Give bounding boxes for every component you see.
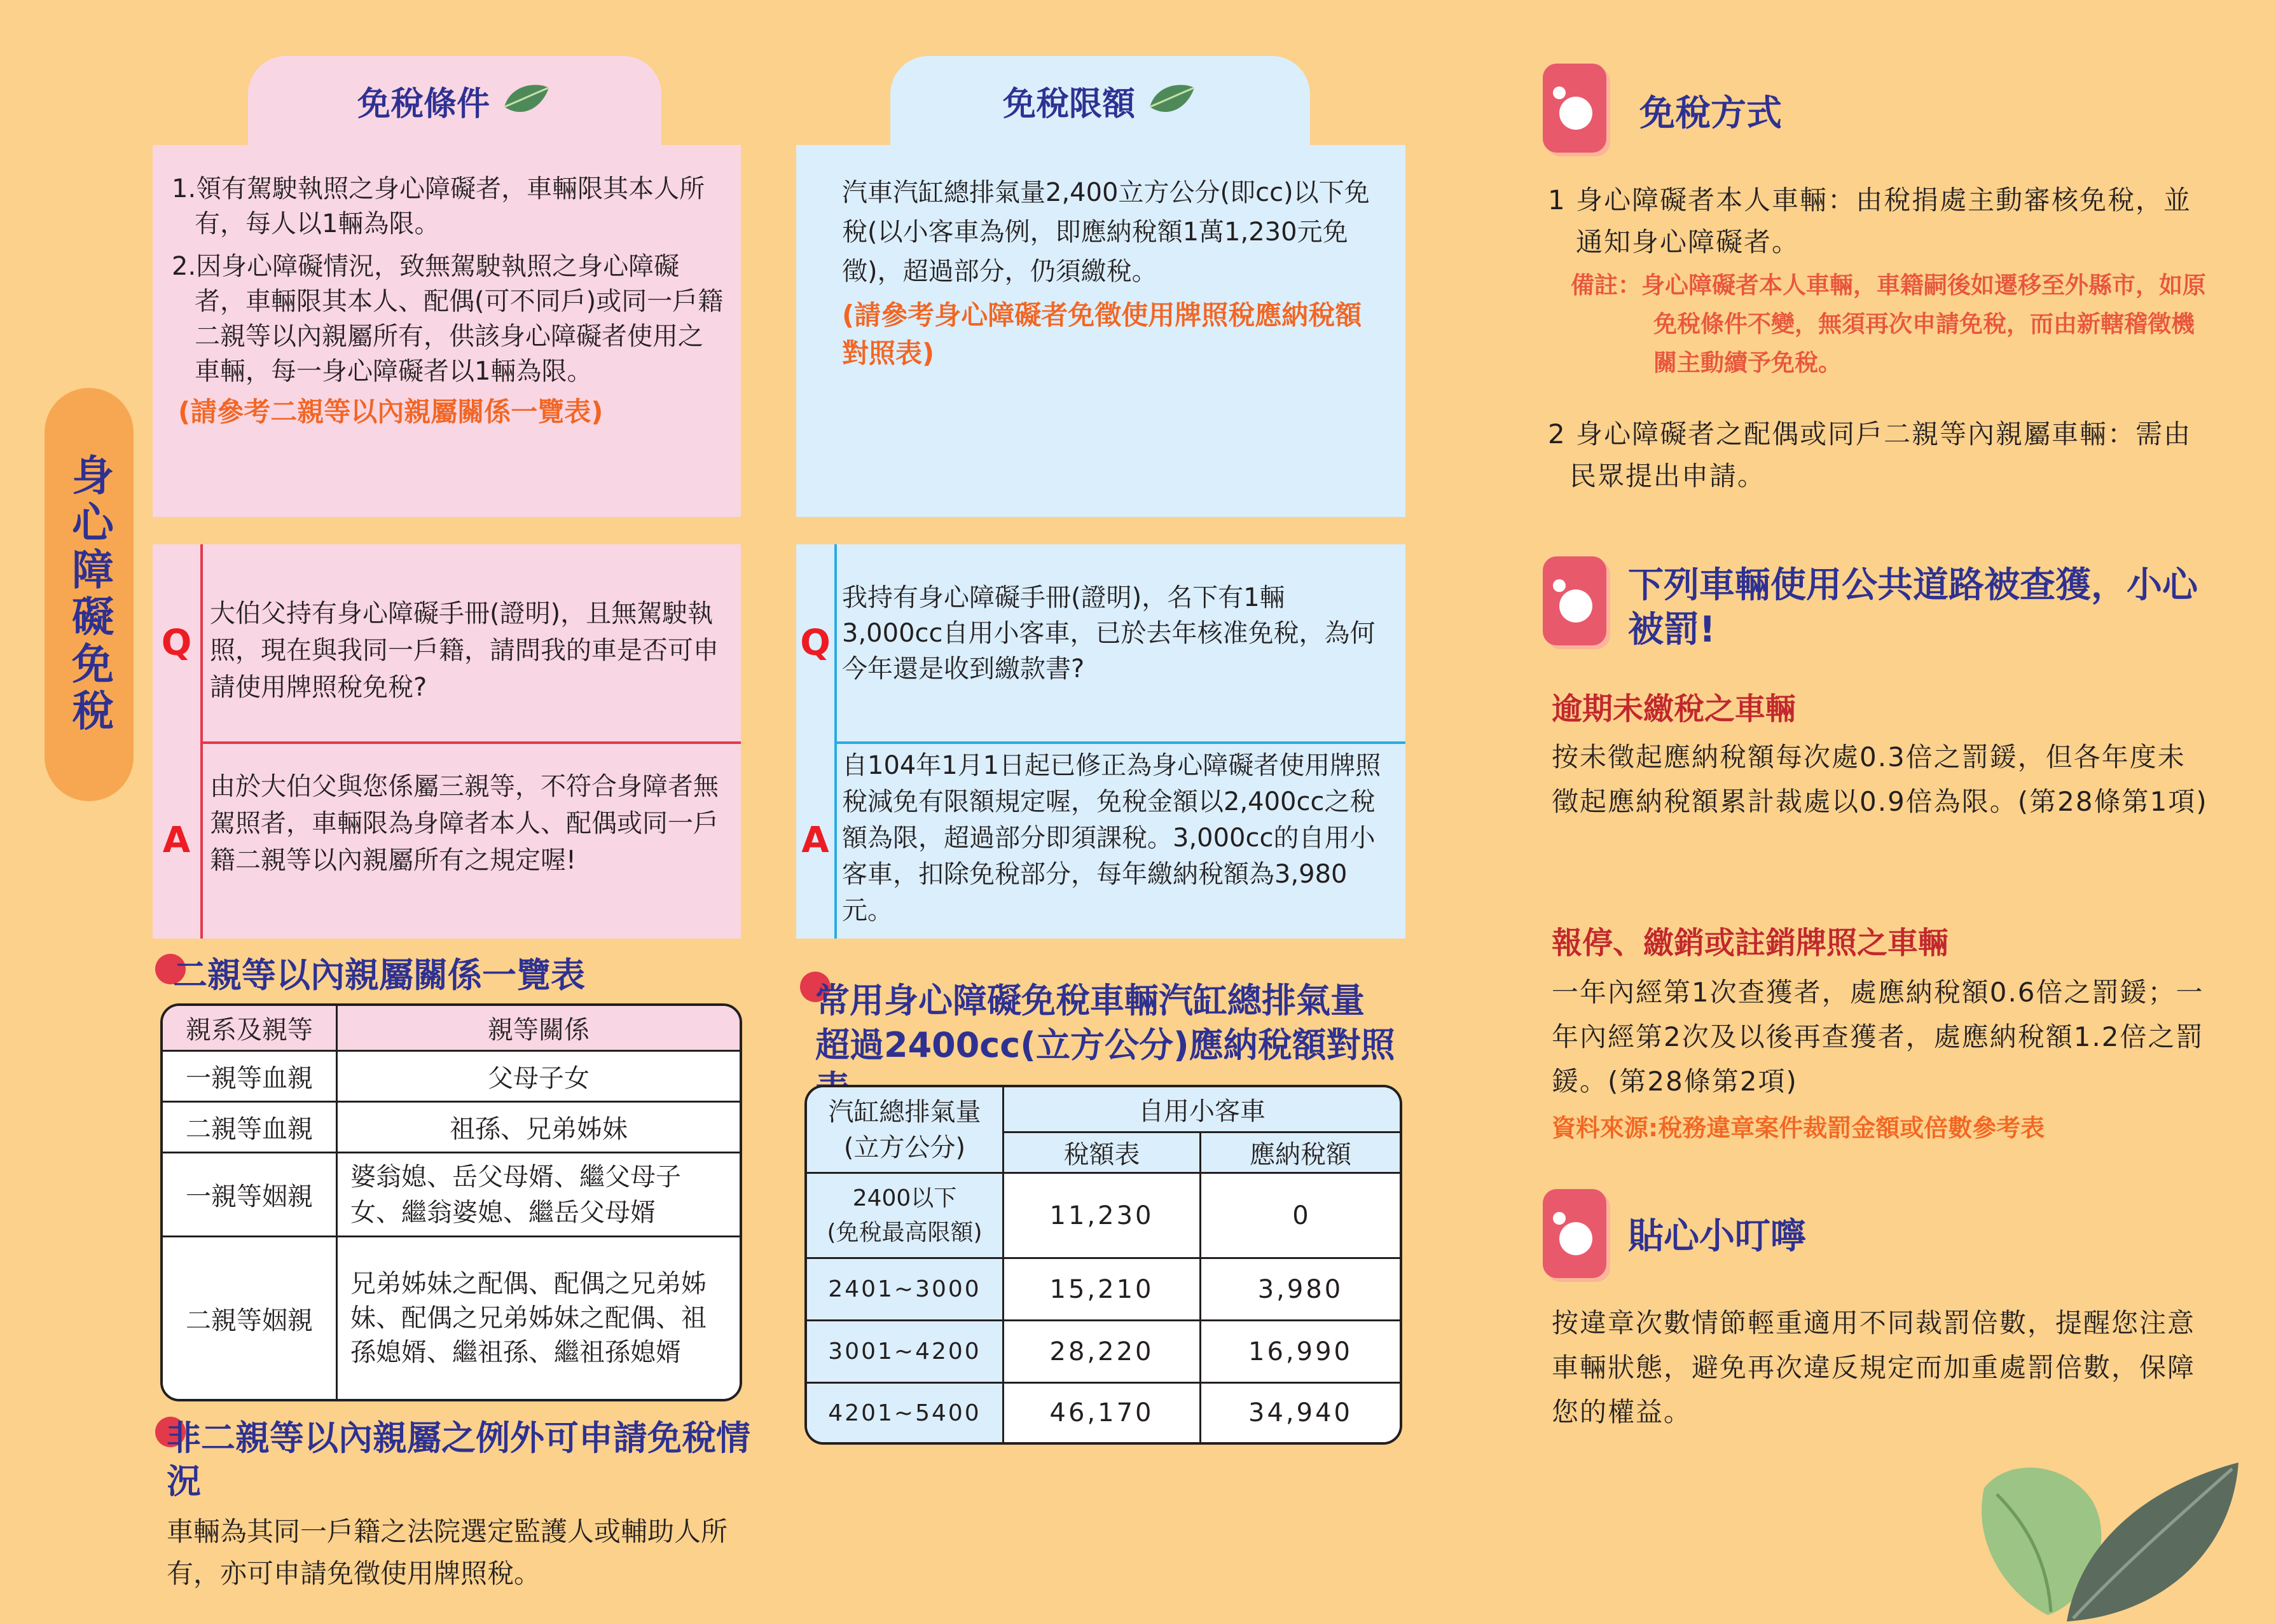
question-letter: Q — [800, 622, 831, 664]
tax-table-note: (請參考身心障礙者免徵使用牌照稅應納稅額對照表) — [842, 299, 1362, 369]
tax-table-title-1: 常用身心障礙免稅車輛汽缸總排氣量 — [815, 981, 1365, 1021]
exception-title: 非二親等以內親屬之例外可申請免稅情況 — [167, 1418, 750, 1501]
limit-text: 汽車汽缸總排氣量2,400立方公分(即cc)以下免稅(以小客車為例，即應納稅額1萬1,230元免徵)，超過部分，仍須繳稅。 — [842, 178, 1370, 286]
qa-separator — [834, 741, 1405, 744]
tax-cell-due: 3,980 — [1201, 1259, 1400, 1321]
leaves-decoration — [1971, 1450, 2238, 1621]
question-text: 我持有身心障礙手冊(證明)，名下有1輛3,000cc自用小客車，已於去年核准免稅，為何今年還是收到繳款書? — [842, 583, 1376, 684]
tax-cell-cc — [807, 1174, 1004, 1259]
tax-cell-cc: 3001~4200 — [807, 1321, 1004, 1384]
tax-header-cc-line2: (立方公分) — [843, 1132, 966, 1162]
overdue-text: 按未徵起應納稅額每次處0.3倍之罰鍰，但各年度未徵起應納稅額累計裁處以0.9倍為限。(第28條第1項) — [1552, 741, 2208, 817]
tax-cell-due: 34,940 — [1201, 1384, 1400, 1442]
kin-cell-relation: 父母子女 — [338, 1052, 740, 1103]
side-label-text: 身心障礙免稅 — [64, 453, 114, 736]
tax-cell-cc: 4201~5400 — [807, 1384, 1004, 1442]
method-2: 2 身心障礙者之配偶或同戶二親等內親屬車輛：需由民眾提出申請。 — [1548, 418, 2192, 492]
kin-cell-relation: 兄弟姊妹之配偶、配偶之兄弟姊妹、配偶之兄弟姊妹之配偶、祖孫媳婿、繼祖孫、繼祖孫媳婿 — [338, 1237, 740, 1399]
kin-cell-type: 一親等姻親 — [163, 1153, 338, 1237]
section-icon — [1543, 556, 1606, 645]
qa-panel-left — [153, 544, 741, 939]
exception-text: 車輛為其同一戶籍之法院選定監護人或輔助人所有，亦可申請免徵使用牌照稅。 — [167, 1516, 728, 1589]
tax-cell-rate: 28,220 — [1004, 1321, 1201, 1384]
qa-panel-middle — [796, 544, 1405, 939]
condition-1: 1.領有駕駛執照之身心障礙者，車輛限其本人所有，每人以1輛為限。 — [172, 174, 705, 238]
tips-text: 按違章次數情節輕重適用不同裁罰倍數，提醒您注意車輛狀態，避免再次違反規定而加重處罰倍數，保障您的權益。 — [1552, 1307, 2196, 1428]
tax-cell-rate: 46,170 — [1004, 1384, 1201, 1442]
tax-table — [804, 1085, 1402, 1445]
kin-cell-relation: 婆翁媳、岳父母婿、繼父母子女、繼翁婆媳、繼岳父母婿 — [338, 1153, 740, 1237]
method-1: 1 身心障礙者本人車輛：由稅捐處主動審核免稅，並通知身心障礙者。 — [1548, 184, 2192, 258]
leaf-icon — [1971, 1450, 2238, 1621]
penalty-title: 下列車輛使用公共道路被查獲，小心被罰! — [1628, 565, 2198, 650]
tab-title: 免稅限額 — [1002, 85, 1135, 123]
tax-header-group: 自用小客車 — [1004, 1087, 1400, 1133]
tax-cell-rate: 15,210 — [1004, 1259, 1201, 1321]
kin-cell-type: 一親等血親 — [163, 1052, 338, 1103]
method-title: 免稅方式 — [1639, 93, 1782, 134]
kin-cell-type: 二親等姻親 — [163, 1237, 338, 1399]
answer-letter: A — [801, 819, 829, 861]
source-note: 資料來源:稅務違章案件裁罰金額或倍數參考表 — [1552, 1114, 2045, 1142]
limit-panel — [796, 145, 1405, 517]
kin-table-note: (請參考二親等以內親屬關係一覽表) — [178, 396, 603, 427]
answer-text: 由於大伯父與您係屬三親等，不符合身障者無駕照者，車輛限為身障者本人、配偶或同一戶籍二親等以內親屬所有之規定喔! — [210, 772, 719, 875]
tax-cell-due: 16,990 — [1201, 1321, 1400, 1384]
leaf-icon — [1147, 81, 1197, 120]
tax-header-rate: 稅額表 — [1004, 1133, 1201, 1174]
tab-exemption-conditions — [248, 56, 661, 145]
tax-table-title-2: 超過2400cc(立方公分)應納稅額對照 — [815, 1025, 1395, 1065]
tax-header-cc-line1: 汽缸總排氣量 — [828, 1097, 981, 1127]
overdue-title: 逾期未繳稅之車輛 — [1552, 691, 1797, 727]
qa-separator — [200, 741, 741, 744]
tips-title: 貼心小叮嚀 — [1628, 1216, 1806, 1257]
stopped-title: 報停、繳銷或註銷牌照之車輛 — [1552, 925, 1949, 961]
circle-icon — [1543, 64, 1606, 153]
question-text: 大伯父持有身心障礙手冊(證明)，且無駕駛執照，現在與我同一戶籍，請問我的車是否可申請使用牌照稅免稅? — [210, 599, 719, 702]
tax-cc-range: 2400以下 — [852, 1185, 957, 1211]
stopped-text: 一年內經第1次查獲者，處應納稅額0.6倍之罰鍰；一年內經第2次及以後再查獲者，處應納稅額1.2倍之罰鍰。(第28條第2項) — [1552, 977, 2204, 1097]
circle-icon — [1543, 556, 1606, 645]
kin-cell-type: 二親等血親 — [163, 1103, 338, 1153]
leaf-icon — [501, 81, 552, 120]
side-label — [45, 388, 134, 801]
conditions-panel — [153, 145, 741, 517]
kin-table — [160, 1003, 742, 1401]
section-icon — [1543, 64, 1606, 153]
method-note: 備註：身心障礙者本人車輛，車籍嗣後如遷移至外縣市，如原免稅條件不變，無須再次申請免稅，而由新轄稽徵機關主動續予免稅。 — [1571, 272, 2206, 376]
tax-header-due: 應納稅額 — [1201, 1133, 1400, 1174]
question-letter: Q — [161, 622, 192, 664]
section-icon — [1543, 1189, 1606, 1278]
tax-cell-cc: 2401~3000 — [807, 1259, 1004, 1321]
circle-icon — [1543, 1189, 1606, 1278]
kin-header-type: 親系及親等 — [163, 1006, 338, 1052]
answer-letter: A — [162, 819, 191, 861]
tax-cell-due: 0 — [1201, 1174, 1400, 1259]
condition-2: 2.因身心障礙情況，致無駕駛執照之身心障礙者，車輛限其本人、配偶(可不同戶)或同一戶籍二親等以內親屬所有，供該身心障礙者使用之車輛，每一身心障礙者以1輛為限。 — [172, 252, 724, 386]
answer-text: 自104年1月1日起已修正為身心障礙者使用牌照稅減免有限額規定喔，免稅金額以2,400cc之稅額為限，超過部分即須課稅。3,000cc的自用小客車，扣除免稅部分，每年繳納稅額為3,980元。 — [842, 751, 1381, 925]
kin-cell-relation: 祖孫、兄弟姊妹 — [338, 1103, 740, 1153]
tab-title: 免稅條件 — [357, 85, 490, 123]
tax-header-cc — [807, 1087, 1004, 1174]
kin-header-relation: 親等關係 — [338, 1006, 740, 1052]
tax-cell-rate: 11,230 — [1004, 1174, 1201, 1259]
tab-exemption-limit — [890, 56, 1310, 145]
kin-table-title: 二親等以內親屬關係一覽表 — [173, 955, 585, 995]
tax-cc-note: (免稅最高限額) — [827, 1219, 983, 1246]
